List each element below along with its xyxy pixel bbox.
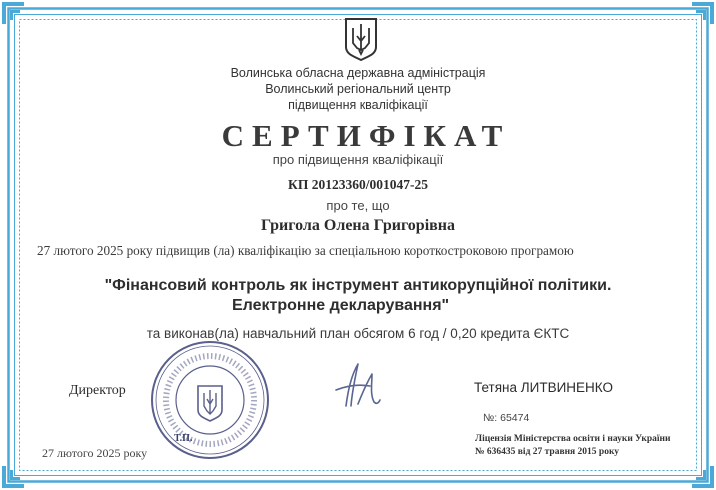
organization-line-3: підвищення кваліфікації [288, 98, 428, 112]
license-line-2: № 636435 від 27 травня 2015 року [475, 447, 620, 457]
director-signature [328, 360, 384, 410]
issue-date: 27 лютого 2025 року [42, 446, 148, 460]
certificate-title: СЕРТИФІКАТ [221, 118, 511, 153]
recipient-name: Григола Олена Григорівна [260, 217, 456, 234]
certificate-subtitle: про підвищення кваліфікації [272, 152, 444, 167]
license-line-1: Ліцензія Міністерства освіти і науки України [475, 434, 671, 444]
about-text: про те, що [326, 198, 390, 213]
certificate-number: КП 20123360/001047-25 [288, 177, 428, 192]
organization-line-2: Волинський регіональний центр [265, 82, 451, 96]
program-title-line-1: "Фінансовий контроль як інструмент антикорупційної політики. [104, 277, 612, 294]
director-label: Директор [69, 383, 126, 398]
study-plan: та виконав(ла) навчальний план обсягом 6 год / 0,20 кредита ЄКТС [146, 326, 570, 341]
program-title-line-2: Електронне декларування" [232, 297, 450, 314]
stamp-initials: Т.П. [174, 433, 193, 444]
official-stamp [148, 338, 272, 462]
registration-number: №: 65474 [483, 412, 530, 424]
organization-line-1: Волинська обласна державна адміністрація [230, 66, 486, 80]
qualification-statement: 27 лютого 2025 року підвищив (ла) кваліфікацію за спеціальною короткостроковою програмою [37, 243, 574, 258]
trident-emblem-icon [344, 17, 378, 61]
signer-name: Тетяна ЛИТВИНЕНКО [474, 380, 613, 395]
